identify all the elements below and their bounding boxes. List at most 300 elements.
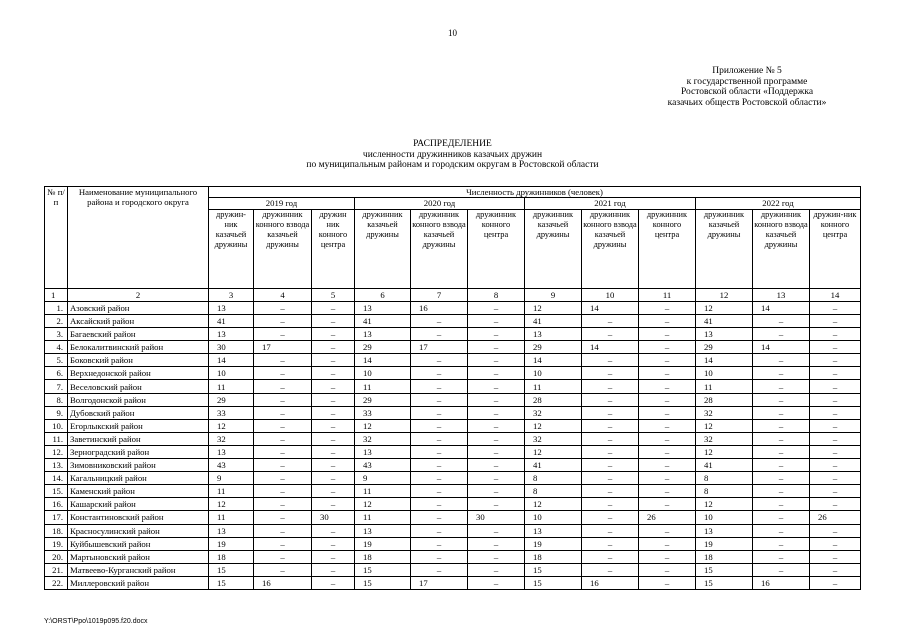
value-cell: – xyxy=(753,537,810,550)
value-cell: 11 xyxy=(209,511,254,524)
value-cell: – xyxy=(411,315,468,328)
value-cell: – xyxy=(639,341,696,354)
value-cell: 14 xyxy=(525,354,582,367)
row-number: 10. xyxy=(45,419,68,432)
value-cell: 12 xyxy=(696,498,753,511)
column-number-cell: 8 xyxy=(468,288,525,301)
value-cell: – xyxy=(810,445,861,458)
value-cell: – xyxy=(312,328,355,341)
value-cell: 11 xyxy=(355,511,411,524)
value-cell: 12 xyxy=(525,419,582,432)
value-cell: – xyxy=(312,315,355,328)
value-cell: 13 xyxy=(696,524,753,537)
value-cell: – xyxy=(582,380,639,393)
value-cell: – xyxy=(254,380,312,393)
value-cell: – xyxy=(411,485,468,498)
value-cell: 14 xyxy=(696,354,753,367)
table-row xyxy=(45,576,861,589)
value-cell: 13 xyxy=(525,524,582,537)
value-cell: – xyxy=(639,472,696,485)
value-cell: – xyxy=(312,367,355,380)
distribution-table xyxy=(44,186,861,590)
value-cell: 16 xyxy=(753,576,810,589)
table-row xyxy=(45,550,861,563)
value-cell: – xyxy=(468,459,525,472)
document-title xyxy=(0,139,905,171)
value-cell: – xyxy=(582,406,639,419)
column-number-cell: 14 xyxy=(810,288,861,301)
value-cell: 30 xyxy=(468,511,525,524)
table-row xyxy=(45,485,861,498)
value-cell: 13 xyxy=(355,445,411,458)
value-cell: – xyxy=(810,524,861,537)
value-cell: – xyxy=(639,367,696,380)
value-cell: 19 xyxy=(355,537,411,550)
value-cell: – xyxy=(411,524,468,537)
value-cell: – xyxy=(254,393,312,406)
value-cell: – xyxy=(582,472,639,485)
value-cell: – xyxy=(411,406,468,419)
value-cell: – xyxy=(411,563,468,576)
value-cell: – xyxy=(582,563,639,576)
value-cell: 12 xyxy=(696,445,753,458)
value-cell: – xyxy=(753,563,810,576)
value-cell: – xyxy=(753,393,810,406)
value-cell: – xyxy=(468,419,525,432)
table-row xyxy=(45,419,861,432)
value-cell: – xyxy=(411,550,468,563)
value-cell: 32 xyxy=(355,432,411,445)
table-row xyxy=(45,432,861,445)
value-cell: 11 xyxy=(696,380,753,393)
value-cell: 33 xyxy=(355,406,411,419)
appendix-line-1: Приложение № 5 xyxy=(712,66,782,76)
value-cell: 15 xyxy=(525,563,582,576)
value-cell: 41 xyxy=(525,459,582,472)
value-cell: – xyxy=(468,367,525,380)
district-name: Егорлыкский район xyxy=(68,419,209,432)
subheader: дружинник конного центра xyxy=(639,209,696,288)
value-cell: – xyxy=(639,550,696,563)
value-cell: – xyxy=(312,341,355,354)
value-cell: – xyxy=(254,485,312,498)
subheader: дружин-ник конного центра xyxy=(810,209,861,288)
row-number: 1. xyxy=(45,301,68,314)
value-cell: – xyxy=(639,328,696,341)
value-cell: – xyxy=(582,511,639,524)
appendix-line-3: Ростовской области «Поддержка xyxy=(680,87,814,97)
value-cell: 11 xyxy=(355,485,411,498)
value-cell: – xyxy=(753,459,810,472)
value-cell: 8 xyxy=(525,472,582,485)
title-line-3: по муниципальным районам и городским округам в Ростовской области xyxy=(306,160,599,170)
value-cell: – xyxy=(312,380,355,393)
value-cell: – xyxy=(468,406,525,419)
value-cell: – xyxy=(468,393,525,406)
value-cell: 28 xyxy=(525,393,582,406)
value-cell: 13 xyxy=(209,445,254,458)
row-number: 11. xyxy=(45,432,68,445)
value-cell: 29 xyxy=(209,393,254,406)
value-cell: – xyxy=(582,498,639,511)
value-cell: 8 xyxy=(525,485,582,498)
value-cell: 30 xyxy=(209,341,254,354)
district-name: Белокалитвинский район xyxy=(68,341,209,354)
row-number: 14. xyxy=(45,472,68,485)
district-name: Веселовский район xyxy=(68,380,209,393)
column-number-cell: 12 xyxy=(696,288,753,301)
value-cell: – xyxy=(254,315,312,328)
header-year: 2019 год xyxy=(209,198,355,209)
value-cell: – xyxy=(639,354,696,367)
value-cell: – xyxy=(312,550,355,563)
value-cell: 8 xyxy=(696,485,753,498)
value-cell: – xyxy=(312,445,355,458)
value-cell: – xyxy=(582,315,639,328)
value-cell: 11 xyxy=(209,380,254,393)
page-number: 10 xyxy=(448,28,457,38)
value-cell: – xyxy=(254,498,312,511)
district-name: Боковский район xyxy=(68,354,209,367)
value-cell: 19 xyxy=(696,537,753,550)
district-name: Азовский район xyxy=(68,301,209,314)
value-cell: – xyxy=(639,301,696,314)
value-cell: – xyxy=(312,472,355,485)
table-row xyxy=(45,445,861,458)
value-cell: 10 xyxy=(696,367,753,380)
value-cell: – xyxy=(810,393,861,406)
appendix-header xyxy=(637,66,857,108)
value-cell: 15 xyxy=(355,563,411,576)
column-number-cell: 11 xyxy=(639,288,696,301)
value-cell: – xyxy=(411,511,468,524)
value-cell: – xyxy=(468,380,525,393)
value-cell: 41 xyxy=(355,315,411,328)
value-cell: – xyxy=(468,485,525,498)
table-row xyxy=(45,406,861,419)
value-cell: – xyxy=(639,576,696,589)
value-cell: – xyxy=(254,419,312,432)
row-number: 17. xyxy=(45,511,68,524)
value-cell: 41 xyxy=(696,315,753,328)
value-cell: 12 xyxy=(355,419,411,432)
value-cell: – xyxy=(810,498,861,511)
value-cell: 15 xyxy=(355,576,411,589)
value-cell: – xyxy=(468,328,525,341)
table-row xyxy=(45,367,861,380)
subheader: дружинник казачьей дружины xyxy=(355,209,411,288)
value-cell: – xyxy=(468,445,525,458)
value-cell: 13 xyxy=(355,301,411,314)
district-name: Миллеровский район xyxy=(68,576,209,589)
value-cell: – xyxy=(753,432,810,445)
appendix-line-2: к государственной программе xyxy=(686,76,808,87)
value-cell: – xyxy=(312,301,355,314)
value-cell: – xyxy=(411,354,468,367)
value-cell: 43 xyxy=(355,459,411,472)
value-cell: – xyxy=(468,432,525,445)
district-name: Константиновский район xyxy=(68,511,209,524)
value-cell: – xyxy=(639,315,696,328)
value-cell: – xyxy=(411,419,468,432)
value-cell: – xyxy=(753,550,810,563)
value-cell: 12 xyxy=(209,419,254,432)
subheader: дружин ник конного центра xyxy=(312,209,355,288)
value-cell: 26 xyxy=(639,511,696,524)
header-num: № п/п xyxy=(45,187,68,289)
column-number-cell: 10 xyxy=(582,288,639,301)
value-cell: – xyxy=(810,315,861,328)
value-cell: – xyxy=(254,328,312,341)
value-cell: 29 xyxy=(355,341,411,354)
value-cell: – xyxy=(254,354,312,367)
value-cell: 41 xyxy=(525,315,582,328)
subheader: дружинник конного взвода казачьей дружины xyxy=(582,209,639,288)
value-cell: – xyxy=(254,459,312,472)
value-cell: – xyxy=(411,380,468,393)
table-row xyxy=(45,472,861,485)
value-cell: 14 xyxy=(753,301,810,314)
row-number: 5. xyxy=(45,354,68,367)
row-number: 7. xyxy=(45,380,68,393)
value-cell: – xyxy=(753,511,810,524)
value-cell: – xyxy=(312,498,355,511)
value-cell: – xyxy=(312,563,355,576)
row-number: 12. xyxy=(45,445,68,458)
table-row xyxy=(45,354,861,367)
row-number: 20. xyxy=(45,550,68,563)
table-row xyxy=(45,563,861,576)
value-cell: 13 xyxy=(355,328,411,341)
value-cell: 41 xyxy=(209,315,254,328)
row-number: 15. xyxy=(45,485,68,498)
value-cell: – xyxy=(810,432,861,445)
value-cell: – xyxy=(582,459,639,472)
table-row xyxy=(45,537,861,550)
column-number-cell: 7 xyxy=(411,288,468,301)
value-cell: 8 xyxy=(696,472,753,485)
value-cell: – xyxy=(753,315,810,328)
value-cell: – xyxy=(582,550,639,563)
value-cell: – xyxy=(411,432,468,445)
value-cell: – xyxy=(810,419,861,432)
value-cell: 12 xyxy=(525,445,582,458)
value-cell: 12 xyxy=(525,301,582,314)
file-path-footer: Y:\ORST\Ppo\1019p095.f20.docx xyxy=(44,618,148,625)
value-cell: – xyxy=(810,328,861,341)
value-cell: – xyxy=(468,354,525,367)
table-row xyxy=(45,301,861,314)
value-cell: – xyxy=(810,380,861,393)
subheader: дружинник конного взвода казачьей дружины xyxy=(254,209,312,288)
value-cell: – xyxy=(639,498,696,511)
value-cell: – xyxy=(411,498,468,511)
value-cell: – xyxy=(810,367,861,380)
value-cell: 12 xyxy=(696,301,753,314)
subheader: дружинник казачьей дружины xyxy=(525,209,582,288)
column-number-cell: 6 xyxy=(355,288,411,301)
value-cell: – xyxy=(468,315,525,328)
table-row xyxy=(45,341,861,354)
title-line-1: РАСПРЕДЕЛЕНИЕ xyxy=(413,139,492,149)
row-number: 16. xyxy=(45,498,68,511)
value-cell: – xyxy=(468,576,525,589)
district-name: Волгодонской район xyxy=(68,393,209,406)
value-cell: 17 xyxy=(411,576,468,589)
value-cell: 14 xyxy=(753,341,810,354)
value-cell: 32 xyxy=(525,432,582,445)
value-cell: – xyxy=(411,459,468,472)
column-number-cell: 1 xyxy=(45,288,68,301)
district-name: Дубовский район xyxy=(68,406,209,419)
value-cell: – xyxy=(810,550,861,563)
value-cell: – xyxy=(411,393,468,406)
district-name: Мартыновский район xyxy=(68,550,209,563)
value-cell: – xyxy=(753,380,810,393)
value-cell: 12 xyxy=(355,498,411,511)
value-cell: – xyxy=(468,498,525,511)
value-cell: – xyxy=(810,472,861,485)
value-cell: – xyxy=(582,445,639,458)
value-cell: – xyxy=(254,445,312,458)
row-number: 4. xyxy=(45,341,68,354)
row-number: 6. xyxy=(45,367,68,380)
value-cell: – xyxy=(753,485,810,498)
value-cell: – xyxy=(312,419,355,432)
value-cell: 16 xyxy=(411,301,468,314)
title-line-2: численности дружинников казачьих дружин xyxy=(362,149,543,160)
district-name: Аксайский район xyxy=(68,315,209,328)
column-number-row xyxy=(45,288,861,301)
value-cell: – xyxy=(411,472,468,485)
value-cell: 9 xyxy=(355,472,411,485)
value-cell: – xyxy=(810,341,861,354)
value-cell: 13 xyxy=(696,328,753,341)
value-cell: 32 xyxy=(525,406,582,419)
value-cell: 13 xyxy=(355,524,411,537)
subheader: дружинник конного взвода казачьей дружины xyxy=(411,209,468,288)
value-cell: 16 xyxy=(254,576,312,589)
table-row xyxy=(45,524,861,537)
value-cell: – xyxy=(810,354,861,367)
value-cell: 43 xyxy=(209,459,254,472)
value-cell: – xyxy=(639,380,696,393)
value-cell: 11 xyxy=(525,380,582,393)
value-cell: – xyxy=(312,576,355,589)
value-cell: 15 xyxy=(696,576,753,589)
value-cell: – xyxy=(468,537,525,550)
district-name: Багаевский район xyxy=(68,328,209,341)
value-cell: – xyxy=(810,301,861,314)
value-cell: – xyxy=(639,419,696,432)
value-cell: – xyxy=(639,432,696,445)
value-cell: 18 xyxy=(525,550,582,563)
value-cell: – xyxy=(753,524,810,537)
header-name: Наименование муниципального района и городского округа xyxy=(68,187,209,289)
value-cell: – xyxy=(639,563,696,576)
value-cell: 26 xyxy=(810,511,861,524)
value-cell: – xyxy=(810,485,861,498)
value-cell: 12 xyxy=(525,498,582,511)
district-name: Кашарский район xyxy=(68,498,209,511)
row-number: 22. xyxy=(45,576,68,589)
subheader: дружинник конного центра xyxy=(468,209,525,288)
value-cell: – xyxy=(753,328,810,341)
value-cell: 14 xyxy=(582,301,639,314)
value-cell: 32 xyxy=(696,406,753,419)
value-cell: 14 xyxy=(582,341,639,354)
value-cell: 28 xyxy=(696,393,753,406)
value-cell: – xyxy=(810,459,861,472)
value-cell: – xyxy=(254,550,312,563)
value-cell: 29 xyxy=(525,341,582,354)
value-cell: – xyxy=(753,445,810,458)
header-year: 2021 год xyxy=(525,198,696,209)
subheader: дружинник казачьей дружины xyxy=(696,209,753,288)
table-row xyxy=(45,459,861,472)
value-cell: 17 xyxy=(254,341,312,354)
value-cell: – xyxy=(468,341,525,354)
table-row xyxy=(45,380,861,393)
value-cell: – xyxy=(582,537,639,550)
value-cell: 32 xyxy=(696,432,753,445)
value-cell: 18 xyxy=(696,550,753,563)
value-cell: 16 xyxy=(582,576,639,589)
district-name: Верхнедонской район xyxy=(68,367,209,380)
value-cell: – xyxy=(312,393,355,406)
district-name: Красносулинский район xyxy=(68,524,209,537)
district-name: Куйбышевский район xyxy=(68,537,209,550)
district-name: Кагальницкий район xyxy=(68,472,209,485)
value-cell: 13 xyxy=(209,328,254,341)
value-cell: – xyxy=(582,367,639,380)
value-cell: – xyxy=(254,301,312,314)
table-row xyxy=(45,393,861,406)
row-number: 2. xyxy=(45,315,68,328)
value-cell: – xyxy=(254,511,312,524)
value-cell: – xyxy=(468,563,525,576)
district-name: Матвеево-Курганский район xyxy=(68,563,209,576)
value-cell: – xyxy=(468,472,525,485)
value-cell: – xyxy=(411,537,468,550)
subheader: дружинник конного взвода казачьей дружины xyxy=(753,209,810,288)
value-cell: 18 xyxy=(209,550,254,563)
appendix-line-4: казачьих обществ Ростовской области» xyxy=(667,97,827,108)
district-name: Заветинский район xyxy=(68,432,209,445)
value-cell: 13 xyxy=(209,524,254,537)
value-cell: 14 xyxy=(209,354,254,367)
value-cell: – xyxy=(254,472,312,485)
header-year: 2022 год xyxy=(696,198,861,209)
value-cell: 19 xyxy=(525,537,582,550)
value-cell: 41 xyxy=(696,459,753,472)
value-cell: – xyxy=(753,419,810,432)
value-cell: – xyxy=(582,328,639,341)
value-cell: – xyxy=(254,563,312,576)
value-cell: – xyxy=(312,406,355,419)
header-year: 2020 год xyxy=(355,198,525,209)
value-cell: – xyxy=(312,354,355,367)
value-cell: 13 xyxy=(209,301,254,314)
value-cell: 10 xyxy=(696,511,753,524)
value-cell: – xyxy=(254,367,312,380)
subheader: дружин-ник казачьей дружины xyxy=(209,209,254,288)
row-number: 18. xyxy=(45,524,68,537)
value-cell: – xyxy=(582,432,639,445)
row-number: 19. xyxy=(45,537,68,550)
value-cell: – xyxy=(753,367,810,380)
value-cell: 19 xyxy=(209,537,254,550)
